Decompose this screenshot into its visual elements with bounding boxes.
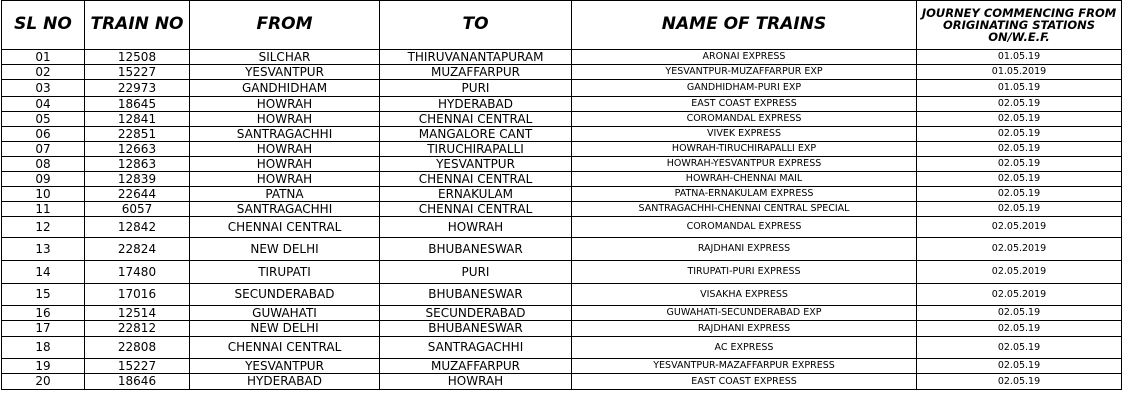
cell-train-name: HOWRAH-TIRUCHIRAPALLI EXP [572, 141, 917, 156]
cell-to: HOWRAH [380, 373, 572, 390]
cell-train-no: 17480 [85, 261, 190, 284]
cell-sl-no: 16 [2, 305, 85, 320]
header-name-of-trains: NAME OF TRAINS [572, 1, 917, 50]
cell-to: BHUBANESWAR [380, 238, 572, 261]
cell-train-no: 6057 [85, 201, 190, 216]
cell-from: SILCHAR [190, 50, 380, 65]
cell-sl-no: 06 [2, 126, 85, 141]
cell-to: SECUNDERABAD [380, 305, 572, 320]
table-row [2, 238, 1122, 261]
cell-to: SANTRAGACHHI [380, 337, 572, 359]
cell-train-name: GUWAHATI-SECUNDERABAD EXP [572, 305, 917, 320]
cell-sl-no: 15 [2, 284, 85, 306]
cell-train-name: RAJDHANI EXPRESS [572, 238, 917, 261]
cell-sl-no: 18 [2, 337, 85, 359]
cell-to: BHUBANESWAR [380, 284, 572, 306]
cell-train-no: 12842 [85, 216, 190, 238]
cell-sl-no: 17 [2, 320, 85, 337]
table-row [2, 305, 1122, 320]
cell-to: YESVANTPUR [380, 156, 572, 171]
cell-sl-no: 04 [2, 96, 85, 111]
cell-train-name: RAJDHANI EXPRESS [572, 320, 917, 337]
cell-train-no: 22973 [85, 80, 190, 97]
cell-train-no: 17016 [85, 284, 190, 306]
cell-journey-date: 02.05.2019 [917, 261, 1122, 284]
cell-train-no: 12863 [85, 156, 190, 171]
cell-journey-date: 02.05.19 [917, 111, 1122, 126]
cell-to: THIRUVANANTAPURAM [380, 50, 572, 65]
cell-train-name: TIRUPATI-PURI EXPRESS [572, 261, 917, 284]
cell-sl-no: 13 [2, 238, 85, 261]
cell-to: MUZAFFARPUR [380, 358, 572, 373]
cell-train-no: 12839 [85, 171, 190, 186]
cell-from: CHENNAI CENTRAL [190, 337, 380, 359]
table-row [2, 50, 1122, 65]
cell-journey-date: 01.05.19 [917, 50, 1122, 65]
cell-to: CHENNAI CENTRAL [380, 111, 572, 126]
cell-from: PATNA [190, 186, 380, 201]
header-row [2, 1, 1122, 50]
cell-journey-date: 01.05.19 [917, 80, 1122, 97]
table-row [2, 201, 1122, 216]
table-row [2, 261, 1122, 284]
table-row [2, 337, 1122, 359]
cell-journey-date: 02.05.19 [917, 305, 1122, 320]
cell-journey-date: 02.05.19 [917, 141, 1122, 156]
header-to: TO [380, 1, 572, 50]
cell-train-name: EAST COAST EXPRESS [572, 373, 917, 390]
cell-sl-no: 03 [2, 80, 85, 97]
table-row [2, 65, 1122, 80]
cell-journey-date: 02.05.2019 [917, 284, 1122, 306]
cell-to: HOWRAH [380, 216, 572, 238]
cell-to: ERNAKULAM [380, 186, 572, 201]
table-row [2, 216, 1122, 238]
cell-sl-no: 14 [2, 261, 85, 284]
cell-train-name: VIVEK EXPRESS [572, 126, 917, 141]
table-body [2, 50, 1122, 390]
cell-sl-no: 19 [2, 358, 85, 373]
table-row [2, 126, 1122, 141]
cell-from: YESVANTPUR [190, 358, 380, 373]
cell-train-no: 15227 [85, 65, 190, 80]
cell-from: YESVANTPUR [190, 65, 380, 80]
cell-to: PURI [380, 80, 572, 97]
cell-train-no: 18645 [85, 96, 190, 111]
cell-sl-no: 09 [2, 171, 85, 186]
cell-sl-no: 08 [2, 156, 85, 171]
cell-to: TIRUCHIRAPALLI [380, 141, 572, 156]
cell-sl-no: 11 [2, 201, 85, 216]
table-row [2, 171, 1122, 186]
cell-to: HYDERABAD [380, 96, 572, 111]
cell-train-name: YESVANTPUR-MUZAFFARPUR EXP [572, 65, 917, 80]
cell-sl-no: 20 [2, 373, 85, 390]
cell-from: SANTRAGACHHI [190, 126, 380, 141]
cell-train-no: 22824 [85, 238, 190, 261]
cell-train-name: HOWRAH-CHENNAI MAIL [572, 171, 917, 186]
cell-train-name: YESVANTPUR-MAZAFFARPUR EXPRESS [572, 358, 917, 373]
cell-train-name: ARONAI EXPRESS [572, 50, 917, 65]
header-train-no: TRAIN NO [85, 1, 190, 50]
cell-journey-date: 02.05.19 [917, 96, 1122, 111]
cell-sl-no: 05 [2, 111, 85, 126]
cell-to: MUZAFFARPUR [380, 65, 572, 80]
cell-train-no: 22812 [85, 320, 190, 337]
header-journey-commencing: JOURNEY COMMENCING FROM ORIGINATING STATIONS ON/W.E.F. [917, 1, 1122, 50]
cell-from: GUWAHATI [190, 305, 380, 320]
cell-train-name: EAST COAST EXPRESS [572, 96, 917, 111]
cell-from: SECUNDERABAD [190, 284, 380, 306]
cell-train-no: 12841 [85, 111, 190, 126]
cell-train-no: 18646 [85, 373, 190, 390]
cell-from: NEW DELHI [190, 320, 380, 337]
cell-from: HOWRAH [190, 156, 380, 171]
cell-to: MANGALORE CANT [380, 126, 572, 141]
cell-train-name: HOWRAH-YESVANTPUR EXPRESS [572, 156, 917, 171]
cell-journey-date: 02.05.19 [917, 373, 1122, 390]
cell-to: BHUBANESWAR [380, 320, 572, 337]
cell-from: TIRUPATI [190, 261, 380, 284]
cell-train-no: 15227 [85, 358, 190, 373]
cell-train-no: 12663 [85, 141, 190, 156]
cell-journey-date: 02.05.19 [917, 320, 1122, 337]
cell-sl-no: 10 [2, 186, 85, 201]
cell-to: PURI [380, 261, 572, 284]
train-schedule-table [1, 0, 1122, 390]
cell-from: CHENNAI CENTRAL [190, 216, 380, 238]
cell-journey-date: 02.05.19 [917, 171, 1122, 186]
header-sl-no: SL NO [2, 1, 85, 50]
cell-from: HOWRAH [190, 96, 380, 111]
cell-train-name: GANDHIDHAM-PURI EXP [572, 80, 917, 97]
table-row [2, 156, 1122, 171]
cell-from: GANDHIDHAM [190, 80, 380, 97]
cell-sl-no: 01 [2, 50, 85, 65]
cell-train-no: 22644 [85, 186, 190, 201]
cell-train-name: COROMANDAL EXPRESS [572, 216, 917, 238]
cell-train-name: PATNA-ERNAKULAM EXPRESS [572, 186, 917, 201]
cell-journey-date: 01.05.2019 [917, 65, 1122, 80]
cell-journey-date: 02.05.19 [917, 337, 1122, 359]
table-row [2, 284, 1122, 306]
cell-from: NEW DELHI [190, 238, 380, 261]
cell-journey-date: 02.05.2019 [917, 216, 1122, 238]
cell-to: CHENNAI CENTRAL [380, 201, 572, 216]
cell-from: SANTRAGACHHI [190, 201, 380, 216]
cell-train-name: AC EXPRESS [572, 337, 917, 359]
cell-train-no: 12514 [85, 305, 190, 320]
table-row [2, 373, 1122, 390]
cell-journey-date: 02.05.19 [917, 156, 1122, 171]
cell-train-name: VISAKHA EXPRESS [572, 284, 917, 306]
cell-train-no: 22851 [85, 126, 190, 141]
cell-train-no: 12508 [85, 50, 190, 65]
cell-journey-date: 02.05.19 [917, 201, 1122, 216]
cell-train-name: COROMANDAL EXPRESS [572, 111, 917, 126]
table-row [2, 358, 1122, 373]
cell-journey-date: 02.05.19 [917, 126, 1122, 141]
table-row [2, 96, 1122, 111]
cell-sl-no: 07 [2, 141, 85, 156]
cell-sl-no: 02 [2, 65, 85, 80]
cell-train-name: SANTRAGACHHI-CHENNAI CENTRAL SPECIAL [572, 201, 917, 216]
cell-journey-date: 02.05.2019 [917, 238, 1122, 261]
cell-journey-date: 02.05.19 [917, 358, 1122, 373]
header-from: FROM [190, 1, 380, 50]
cell-train-no: 22808 [85, 337, 190, 359]
cell-journey-date: 02.05.19 [917, 186, 1122, 201]
table-row [2, 80, 1122, 97]
table-row [2, 186, 1122, 201]
cell-from: HOWRAH [190, 171, 380, 186]
cell-from: HOWRAH [190, 141, 380, 156]
cell-sl-no: 12 [2, 216, 85, 238]
cell-from: HOWRAH [190, 111, 380, 126]
table-row [2, 141, 1122, 156]
cell-from: HYDERABAD [190, 373, 380, 390]
cell-to: CHENNAI CENTRAL [380, 171, 572, 186]
table-row [2, 320, 1122, 337]
table-row [2, 111, 1122, 126]
